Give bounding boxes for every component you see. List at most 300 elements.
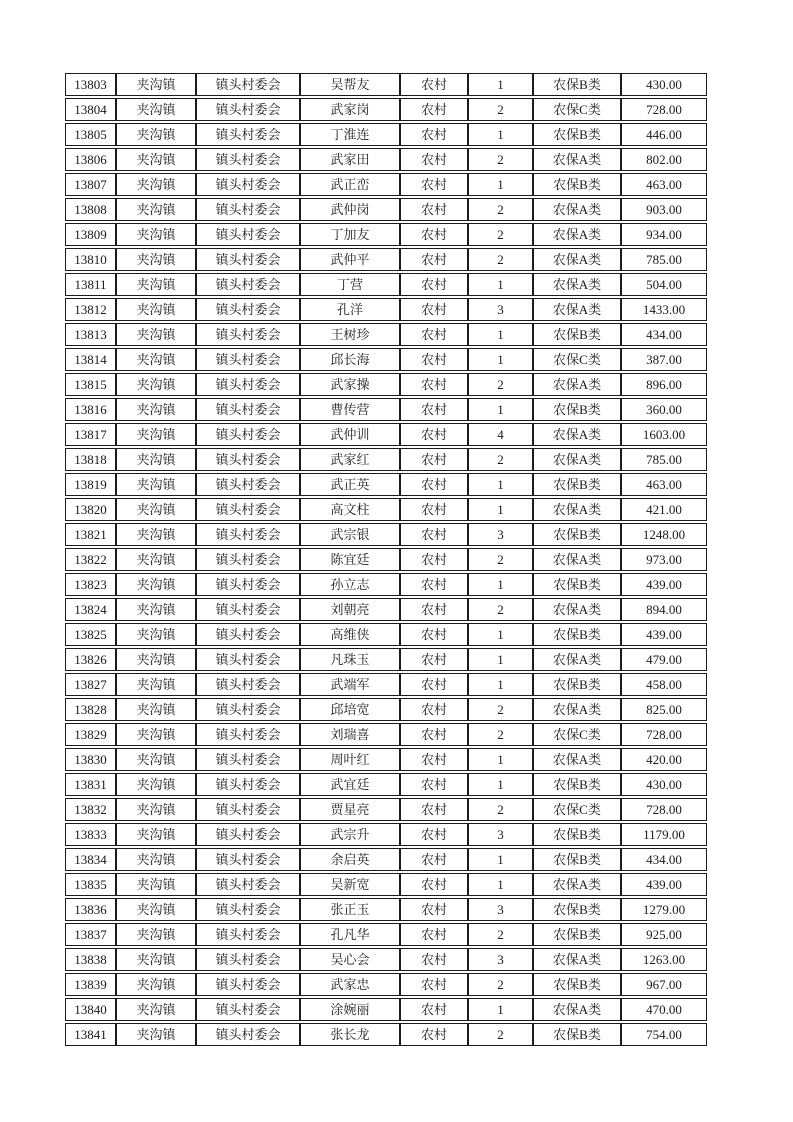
- cell-town: 夹沟镇: [116, 698, 196, 721]
- cell-category: 农保B类: [533, 73, 621, 96]
- cell-serial: 13804: [65, 98, 116, 121]
- cell-name: 孔洋: [300, 298, 400, 321]
- table-row: [65, 848, 707, 871]
- cell-town: 夹沟镇: [116, 573, 196, 596]
- cell-village: 镇头村委会: [196, 373, 300, 396]
- cell-serial: 13805: [65, 123, 116, 146]
- cell-amount: 434.00: [621, 323, 707, 346]
- cell-residence: 农村: [400, 423, 468, 446]
- cell-amount: 785.00: [621, 448, 707, 471]
- cell-amount: 446.00: [621, 123, 707, 146]
- cell-village: 镇头村委会: [196, 348, 300, 371]
- cell-category: 农保B类: [533, 523, 621, 546]
- cell-residence: 农村: [400, 323, 468, 346]
- cell-count: 1: [468, 573, 533, 596]
- cell-serial: 13827: [65, 673, 116, 696]
- cell-village: 镇头村委会: [196, 198, 300, 221]
- cell-category: 农保B类: [533, 823, 621, 846]
- cell-count: 1: [468, 498, 533, 521]
- cell-town: 夹沟镇: [116, 373, 196, 396]
- cell-village: 镇头村委会: [196, 923, 300, 946]
- cell-category: 农保C类: [533, 98, 621, 121]
- cell-town: 夹沟镇: [116, 548, 196, 571]
- cell-count: 3: [468, 948, 533, 971]
- cell-count: 1: [468, 648, 533, 671]
- cell-town: 夹沟镇: [116, 148, 196, 171]
- cell-town: 夹沟镇: [116, 198, 196, 221]
- cell-town: 夹沟镇: [116, 798, 196, 821]
- table-row: [65, 623, 707, 646]
- cell-village: 镇头村委会: [196, 448, 300, 471]
- cell-amount: 439.00: [621, 873, 707, 896]
- cell-serial: 13829: [65, 723, 116, 746]
- cell-serial: 13841: [65, 1023, 116, 1046]
- cell-residence: 农村: [400, 548, 468, 571]
- cell-village: 镇头村委会: [196, 173, 300, 196]
- cell-amount: 967.00: [621, 973, 707, 996]
- cell-name: 涂婉丽: [300, 998, 400, 1021]
- cell-town: 夹沟镇: [116, 673, 196, 696]
- cell-town: 夹沟镇: [116, 498, 196, 521]
- cell-category: 农保A类: [533, 498, 621, 521]
- cell-amount: 1248.00: [621, 523, 707, 546]
- cell-town: 夹沟镇: [116, 623, 196, 646]
- cell-name: 武家忠: [300, 973, 400, 996]
- cell-name: 武家红: [300, 448, 400, 471]
- table-body: [65, 73, 707, 1046]
- cell-name: 武宗银: [300, 523, 400, 546]
- cell-village: 镇头村委会: [196, 298, 300, 321]
- cell-amount: 421.00: [621, 498, 707, 521]
- cell-town: 夹沟镇: [116, 923, 196, 946]
- table-row: [65, 198, 707, 221]
- cell-residence: 农村: [400, 998, 468, 1021]
- cell-town: 夹沟镇: [116, 898, 196, 921]
- cell-town: 夹沟镇: [116, 273, 196, 296]
- cell-residence: 农村: [400, 123, 468, 146]
- cell-count: 1: [468, 873, 533, 896]
- cell-count: 2: [468, 973, 533, 996]
- table-row: [65, 423, 707, 446]
- cell-category: 农保B类: [533, 623, 621, 646]
- cell-residence: 农村: [400, 623, 468, 646]
- cell-category: 农保A类: [533, 448, 621, 471]
- cell-count: 2: [468, 223, 533, 246]
- cell-residence: 农村: [400, 1023, 468, 1046]
- cell-residence: 农村: [400, 673, 468, 696]
- cell-count: 2: [468, 798, 533, 821]
- cell-residence: 农村: [400, 698, 468, 721]
- cell-amount: 973.00: [621, 548, 707, 571]
- cell-amount: 504.00: [621, 273, 707, 296]
- cell-serial: 13818: [65, 448, 116, 471]
- cell-count: 1: [468, 773, 533, 796]
- cell-residence: 农村: [400, 473, 468, 496]
- cell-amount: 463.00: [621, 473, 707, 496]
- cell-count: 2: [468, 148, 533, 171]
- cell-village: 镇头村委会: [196, 698, 300, 721]
- cell-category: 农保A类: [533, 873, 621, 896]
- cell-count: 1: [468, 473, 533, 496]
- cell-town: 夹沟镇: [116, 773, 196, 796]
- cell-name: 吴帮友: [300, 73, 400, 96]
- cell-village: 镇头村委会: [196, 873, 300, 896]
- cell-name: 武仲平: [300, 248, 400, 271]
- cell-village: 镇头村委会: [196, 73, 300, 96]
- cell-residence: 农村: [400, 198, 468, 221]
- cell-amount: 728.00: [621, 98, 707, 121]
- table-row: [65, 523, 707, 546]
- table-row: [65, 73, 707, 96]
- cell-count: 3: [468, 823, 533, 846]
- table-row: [65, 223, 707, 246]
- cell-count: 1: [468, 173, 533, 196]
- cell-residence: 农村: [400, 298, 468, 321]
- cell-town: 夹沟镇: [116, 848, 196, 871]
- cell-residence: 农村: [400, 898, 468, 921]
- cell-village: 镇头村委会: [196, 773, 300, 796]
- cell-town: 夹沟镇: [116, 223, 196, 246]
- cell-serial: 13815: [65, 373, 116, 396]
- cell-count: 1: [468, 273, 533, 296]
- cell-town: 夹沟镇: [116, 123, 196, 146]
- cell-name: 曹传营: [300, 398, 400, 421]
- cell-name: 王树珍: [300, 323, 400, 346]
- cell-residence: 农村: [400, 248, 468, 271]
- cell-village: 镇头村委会: [196, 598, 300, 621]
- table-row: [65, 948, 707, 971]
- table-row: [65, 673, 707, 696]
- table-row: [65, 798, 707, 821]
- cell-amount: 1603.00: [621, 423, 707, 446]
- table-row: [65, 873, 707, 896]
- table-row: [65, 598, 707, 621]
- cell-amount: 434.00: [621, 848, 707, 871]
- cell-name: 武正英: [300, 473, 400, 496]
- cell-amount: 439.00: [621, 573, 707, 596]
- cell-serial: 13825: [65, 623, 116, 646]
- cell-village: 镇头村委会: [196, 998, 300, 1021]
- cell-village: 镇头村委会: [196, 973, 300, 996]
- cell-town: 夹沟镇: [116, 448, 196, 471]
- cell-amount: 458.00: [621, 673, 707, 696]
- cell-serial: 13817: [65, 423, 116, 446]
- cell-residence: 农村: [400, 523, 468, 546]
- cell-count: 1: [468, 848, 533, 871]
- cell-serial: 13819: [65, 473, 116, 496]
- cell-village: 镇头村委会: [196, 498, 300, 521]
- cell-village: 镇头村委会: [196, 848, 300, 871]
- cell-serial: 13810: [65, 248, 116, 271]
- table-row: [65, 448, 707, 471]
- cell-amount: 430.00: [621, 73, 707, 96]
- cell-village: 镇头村委会: [196, 123, 300, 146]
- cell-category: 农保A类: [533, 548, 621, 571]
- cell-count: 1: [468, 748, 533, 771]
- cell-amount: 754.00: [621, 1023, 707, 1046]
- cell-category: 农保B类: [533, 573, 621, 596]
- cell-amount: 479.00: [621, 648, 707, 671]
- cell-name: 武家岗: [300, 98, 400, 121]
- table-row: [65, 248, 707, 271]
- cell-count: 1: [468, 323, 533, 346]
- cell-count: 1: [468, 123, 533, 146]
- table-row: [65, 323, 707, 346]
- cell-residence: 农村: [400, 848, 468, 871]
- cell-category: 农保A类: [533, 248, 621, 271]
- cell-category: 农保B类: [533, 398, 621, 421]
- cell-residence: 农村: [400, 923, 468, 946]
- table-row: [65, 498, 707, 521]
- cell-residence: 农村: [400, 448, 468, 471]
- cell-serial: 13814: [65, 348, 116, 371]
- cell-village: 镇头村委会: [196, 573, 300, 596]
- cell-category: 农保A类: [533, 598, 621, 621]
- cell-serial: 13839: [65, 973, 116, 996]
- table-row: [65, 473, 707, 496]
- cell-category: 农保A类: [533, 148, 621, 171]
- cell-amount: 430.00: [621, 773, 707, 796]
- cell-residence: 农村: [400, 73, 468, 96]
- cell-name: 张长龙: [300, 1023, 400, 1046]
- cell-amount: 360.00: [621, 398, 707, 421]
- cell-town: 夹沟镇: [116, 948, 196, 971]
- cell-amount: 896.00: [621, 373, 707, 396]
- table-row: [65, 273, 707, 296]
- cell-category: 农保B类: [533, 1023, 621, 1046]
- cell-residence: 农村: [400, 173, 468, 196]
- cell-town: 夹沟镇: [116, 423, 196, 446]
- cell-name: 周叶红: [300, 748, 400, 771]
- cell-serial: 13806: [65, 148, 116, 171]
- cell-residence: 农村: [400, 498, 468, 521]
- cell-name: 贾星亮: [300, 798, 400, 821]
- cell-village: 镇头村委会: [196, 1023, 300, 1046]
- cell-count: 2: [468, 598, 533, 621]
- cell-village: 镇头村委会: [196, 423, 300, 446]
- cell-name: 武宗升: [300, 823, 400, 846]
- cell-count: 3: [468, 898, 533, 921]
- cell-serial: 13838: [65, 948, 116, 971]
- table-row: [65, 98, 707, 121]
- cell-name: 凡珠玉: [300, 648, 400, 671]
- cell-serial: 13826: [65, 648, 116, 671]
- table-row: [65, 823, 707, 846]
- cell-category: 农保B类: [533, 473, 621, 496]
- table-row: [65, 998, 707, 1021]
- cell-amount: 728.00: [621, 798, 707, 821]
- cell-category: 农保B类: [533, 773, 621, 796]
- cell-category: 农保B类: [533, 123, 621, 146]
- cell-name: 余启英: [300, 848, 400, 871]
- table-row: [65, 373, 707, 396]
- cell-serial: 13816: [65, 398, 116, 421]
- cell-count: 4: [468, 423, 533, 446]
- cell-category: 农保B类: [533, 673, 621, 696]
- cell-category: 农保B类: [533, 848, 621, 871]
- cell-serial: 13836: [65, 898, 116, 921]
- cell-amount: 470.00: [621, 998, 707, 1021]
- cell-count: 1: [468, 73, 533, 96]
- cell-town: 夹沟镇: [116, 323, 196, 346]
- cell-residence: 农村: [400, 98, 468, 121]
- cell-name: 武宜廷: [300, 773, 400, 796]
- table-row: [65, 398, 707, 421]
- cell-village: 镇头村委会: [196, 523, 300, 546]
- cell-name: 张正玉: [300, 898, 400, 921]
- cell-amount: 903.00: [621, 198, 707, 221]
- cell-name: 武端军: [300, 673, 400, 696]
- cell-category: 农保A类: [533, 273, 621, 296]
- cell-category: 农保C类: [533, 348, 621, 371]
- cell-residence: 农村: [400, 398, 468, 421]
- cell-serial: 13834: [65, 848, 116, 871]
- cell-town: 夹沟镇: [116, 473, 196, 496]
- cell-amount: 802.00: [621, 148, 707, 171]
- cell-town: 夹沟镇: [116, 98, 196, 121]
- cell-count: 1: [468, 348, 533, 371]
- cell-category: 农保A类: [533, 373, 621, 396]
- cell-amount: 934.00: [621, 223, 707, 246]
- cell-residence: 农村: [400, 648, 468, 671]
- cell-town: 夹沟镇: [116, 73, 196, 96]
- table-row: [65, 298, 707, 321]
- cell-village: 镇头村委会: [196, 723, 300, 746]
- cell-residence: 农村: [400, 573, 468, 596]
- roster-table: [65, 71, 707, 1048]
- cell-amount: 925.00: [621, 923, 707, 946]
- cell-count: 2: [468, 698, 533, 721]
- cell-town: 夹沟镇: [116, 1023, 196, 1046]
- cell-serial: 13807: [65, 173, 116, 196]
- cell-name: 吴心会: [300, 948, 400, 971]
- cell-name: 孙立志: [300, 573, 400, 596]
- cell-village: 镇头村委会: [196, 98, 300, 121]
- cell-serial: 13809: [65, 223, 116, 246]
- cell-name: 吴新宽: [300, 873, 400, 896]
- cell-name: 丁营: [300, 273, 400, 296]
- cell-count: 2: [468, 448, 533, 471]
- cell-serial: 13811: [65, 273, 116, 296]
- cell-name: 丁淮连: [300, 123, 400, 146]
- cell-name: 武仲训: [300, 423, 400, 446]
- cell-residence: 农村: [400, 798, 468, 821]
- cell-serial: 13832: [65, 798, 116, 821]
- cell-serial: 13828: [65, 698, 116, 721]
- cell-residence: 农村: [400, 973, 468, 996]
- cell-village: 镇头村委会: [196, 623, 300, 646]
- cell-count: 2: [468, 1023, 533, 1046]
- table-row: [65, 723, 707, 746]
- cell-serial: 13820: [65, 498, 116, 521]
- cell-village: 镇头村委会: [196, 398, 300, 421]
- cell-name: 高维侠: [300, 623, 400, 646]
- cell-residence: 农村: [400, 748, 468, 771]
- table-row: [65, 1023, 707, 1046]
- cell-count: 1: [468, 398, 533, 421]
- cell-category: 农保B类: [533, 923, 621, 946]
- cell-category: 农保A类: [533, 223, 621, 246]
- cell-town: 夹沟镇: [116, 823, 196, 846]
- cell-name: 孔凡华: [300, 923, 400, 946]
- table-row: [65, 348, 707, 371]
- cell-residence: 农村: [400, 148, 468, 171]
- cell-category: 农保A类: [533, 998, 621, 1021]
- cell-category: 农保A类: [533, 698, 621, 721]
- cell-village: 镇头村委会: [196, 948, 300, 971]
- cell-serial: 13835: [65, 873, 116, 896]
- cell-residence: 农村: [400, 273, 468, 296]
- cell-serial: 13824: [65, 598, 116, 621]
- cell-residence: 农村: [400, 373, 468, 396]
- cell-serial: 13837: [65, 923, 116, 946]
- cell-category: 农保C类: [533, 723, 621, 746]
- cell-town: 夹沟镇: [116, 973, 196, 996]
- cell-serial: 13808: [65, 198, 116, 221]
- cell-amount: 728.00: [621, 723, 707, 746]
- cell-name: 武仲岗: [300, 198, 400, 221]
- table-row: [65, 648, 707, 671]
- table-row: [65, 698, 707, 721]
- cell-village: 镇头村委会: [196, 473, 300, 496]
- table-row: [65, 573, 707, 596]
- cell-category: 农保B类: [533, 898, 621, 921]
- cell-category: 农保A类: [533, 423, 621, 446]
- cell-category: 农保B类: [533, 973, 621, 996]
- cell-name: 邱培宽: [300, 698, 400, 721]
- cell-amount: 1179.00: [621, 823, 707, 846]
- cell-count: 2: [468, 248, 533, 271]
- table-row: [65, 173, 707, 196]
- cell-residence: 农村: [400, 773, 468, 796]
- cell-town: 夹沟镇: [116, 748, 196, 771]
- table-row: [65, 123, 707, 146]
- cell-count: 2: [468, 373, 533, 396]
- cell-name: 武家操: [300, 373, 400, 396]
- table-row: [65, 748, 707, 771]
- cell-amount: 1433.00: [621, 298, 707, 321]
- cell-village: 镇头村委会: [196, 273, 300, 296]
- cell-category: 农保A类: [533, 298, 621, 321]
- cell-residence: 农村: [400, 873, 468, 896]
- cell-serial: 13821: [65, 523, 116, 546]
- cell-amount: 894.00: [621, 598, 707, 621]
- cell-name: 高文柱: [300, 498, 400, 521]
- cell-residence: 农村: [400, 948, 468, 971]
- cell-village: 镇头村委会: [196, 798, 300, 821]
- table-row: [65, 148, 707, 171]
- cell-town: 夹沟镇: [116, 298, 196, 321]
- cell-name: 武家田: [300, 148, 400, 171]
- cell-category: 农保A类: [533, 198, 621, 221]
- table-row: [65, 773, 707, 796]
- cell-town: 夹沟镇: [116, 598, 196, 621]
- cell-amount: 1279.00: [621, 898, 707, 921]
- cell-name: 邱长海: [300, 348, 400, 371]
- cell-town: 夹沟镇: [116, 248, 196, 271]
- table-row: [65, 923, 707, 946]
- cell-residence: 农村: [400, 723, 468, 746]
- cell-village: 镇头村委会: [196, 323, 300, 346]
- cell-village: 镇头村委会: [196, 548, 300, 571]
- cell-residence: 农村: [400, 823, 468, 846]
- cell-category: 农保A类: [533, 948, 621, 971]
- cell-residence: 农村: [400, 223, 468, 246]
- table-row: [65, 973, 707, 996]
- cell-amount: 463.00: [621, 173, 707, 196]
- cell-name: 丁加友: [300, 223, 400, 246]
- cell-village: 镇头村委会: [196, 148, 300, 171]
